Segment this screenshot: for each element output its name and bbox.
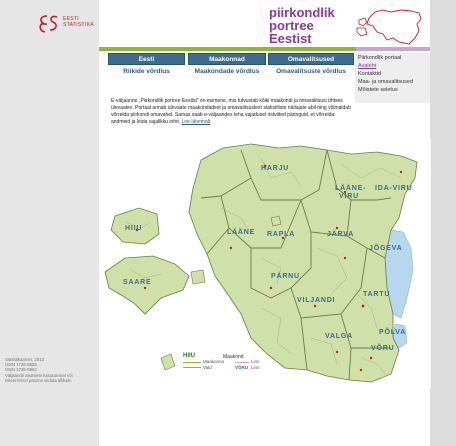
footer-line-1: Statistikaamet, 2013 [5, 357, 44, 362]
label-harju: HARJU [261, 165, 290, 172]
tab-eesti[interactable]: Eesti [108, 53, 185, 65]
label-saare: SAARE [123, 279, 152, 286]
estonia-map[interactable] [101, 138, 431, 388]
legend-county-label: HIIU [183, 353, 195, 359]
sidebar-item-portaal[interactable]: Piirkondlik portaal [358, 55, 402, 61]
vormsi-island [271, 216, 281, 226]
footer [5, 357, 97, 383]
statistics-logo[interactable] [37, 13, 102, 39]
label-laane: LÄÄNE [227, 229, 256, 236]
title-line-1: piirkondlik [269, 5, 335, 20]
label-valga: VALGA [325, 333, 353, 340]
footer-line-5: tsiteerimisel palume viidata allikale. [5, 377, 73, 383]
legend-line-county [183, 362, 201, 363]
legend-voru: VÕRU [235, 365, 249, 370]
label-jarva: JÄRVA [327, 231, 355, 238]
page-title [269, 6, 359, 45]
nav-strip [99, 47, 356, 51]
logo-text-line1: EESTI [63, 16, 79, 22]
right-column [430, 0, 456, 446]
title-line-2: portree [269, 18, 314, 33]
muhu-island [191, 270, 205, 284]
legend-label-2: Vald [203, 365, 212, 370]
tab-maakonnad[interactable]: Maakonnad [188, 53, 266, 65]
footer-line-4: Väljaande andmete kasutamisel või [5, 372, 73, 378]
label-jogeva: JÕGEVA [369, 245, 403, 252]
sidebar-item-kontaktid[interactable]: Kontaktid [358, 71, 381, 77]
legend-line-town [235, 362, 249, 363]
logo-text-line2: STATISTIKA [63, 22, 94, 28]
link-riikide-vordlus[interactable]: Riikide võrdlus [123, 68, 170, 75]
title-line-3: Eestist [269, 31, 312, 46]
estonia-outline-icon [355, 4, 427, 47]
logo-text [63, 16, 94, 28]
intro-text [111, 98, 354, 126]
read-more-link[interactable]: Loe lähemalt [181, 118, 211, 125]
statistics-logo-icon [37, 13, 61, 39]
legend-line-parish [183, 367, 201, 368]
intro-paragraph: E-väljaanne „Piirkondlik portree Eestist” on esimene, mis tutvustab kõiki maakondi ja omavalitsusi ühtses ülevaates. Portaal annab ülevaate maakondadest ja omavalitsustest statistiliste näitajate abil ning võimaldab võrrelda piirkondi omavahel. Samas saab e-väljaandes teha vajadusel ristviited päringuid, et võrrelda andmeid ja leida vajalikku infot. [111, 98, 351, 125]
link-omavalitsuste-vordlus[interactable]: Omavalitsuste võrdlus [276, 68, 346, 75]
legend-label-1: Maakonna [203, 359, 225, 364]
label-viljandi: VILJANDI [297, 297, 336, 304]
footer-line-2: ISSN 1736-8855 [5, 362, 37, 368]
legend-county-text: Maakond [223, 354, 244, 360]
label-hiiu: HIIU [125, 225, 143, 232]
label-rapla: RAPLA [267, 231, 296, 238]
link-maakondade-vordlus[interactable]: Maakondade võrdlus [194, 68, 260, 75]
legend-label-3: Linn [251, 359, 260, 364]
sidebar [358, 54, 428, 94]
label-ida-viru: IDA-VIRU [375, 185, 413, 192]
label-laane-viru: LÄÄNE- [335, 185, 367, 192]
sidebar-item-avaleht[interactable]: Avaleht [358, 63, 377, 69]
nav-strip-accent [356, 47, 430, 51]
legend-voru-note: Linn [251, 365, 260, 370]
tab-omavalitsused[interactable]: Omavalitsused [268, 53, 354, 65]
sidebar-item-omavalitsused[interactable]: Maa- ja omavalitsused [358, 79, 414, 85]
label-laane-viru-2: VIRU [339, 193, 359, 200]
footer-line-3: ISSN 1736-8863 [5, 367, 37, 373]
sidebar-item-moistete-seletus[interactable]: Mõistete seletus [358, 87, 398, 93]
label-voru: VÕRU [371, 345, 395, 352]
label-polva: PÕLVA [379, 329, 407, 336]
label-tartu: TARTU [363, 291, 391, 298]
label-parnu: PÄRNU [271, 273, 300, 280]
